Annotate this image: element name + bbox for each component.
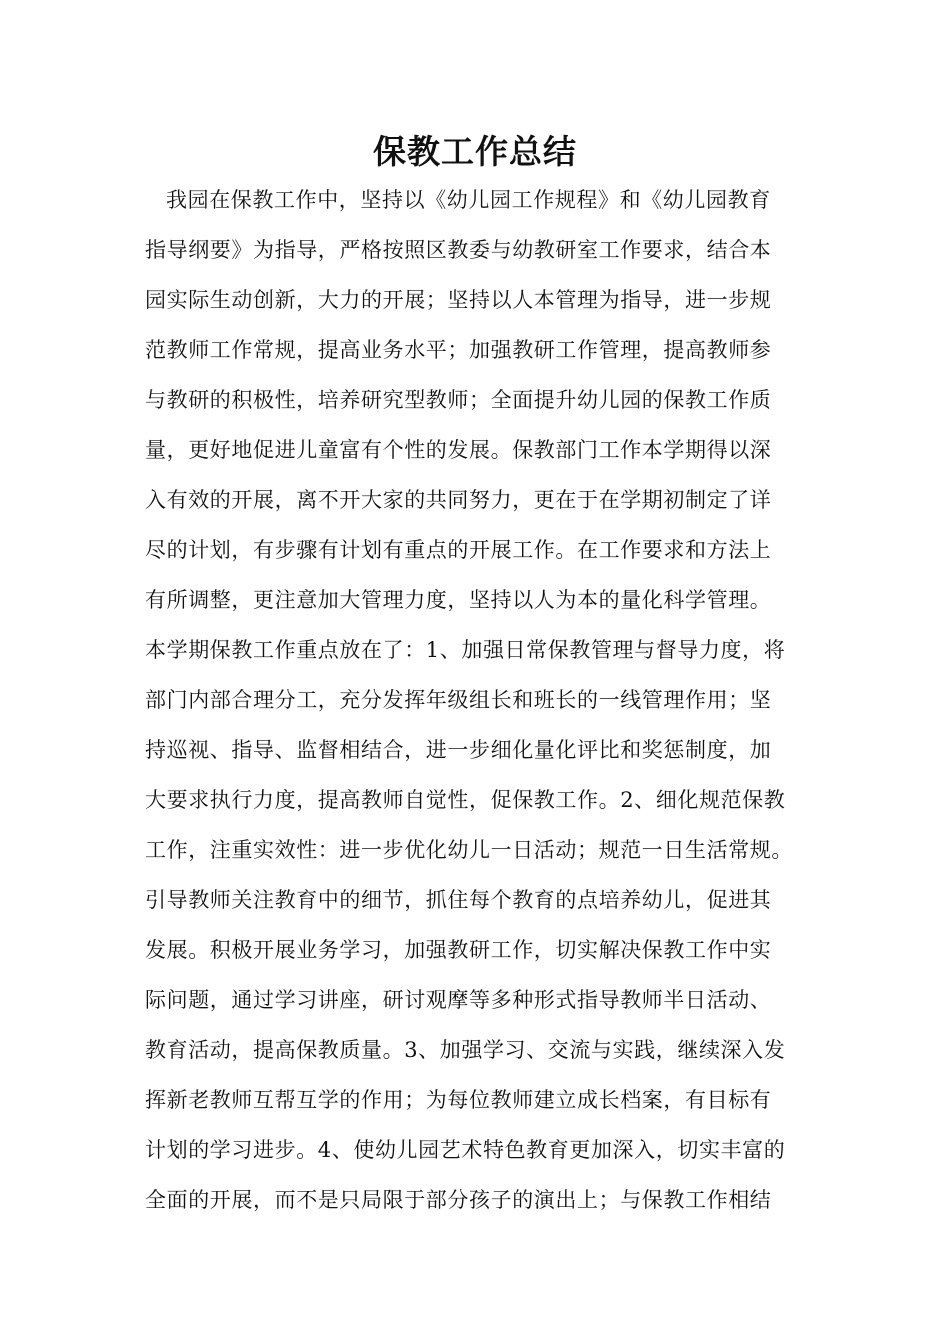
body-line: 工作，注重实效性：进一步优化幼儿一日活动；规范一日生活常规。 xyxy=(145,838,793,862)
body-line: 指导纲要》为指导，严格按照区教委与幼教研室工作要求，结合本 xyxy=(145,238,772,262)
body-line: 本学期保教工作重点放在了：1、加强日常保教管理与督导力度，将 xyxy=(145,638,786,662)
body-line: 持巡视、指导、监督相结合，进一步细化量化评比和奖惩制度，加 xyxy=(145,738,772,762)
body-line: 引导教师关注教育中的细节，抓住每个教育的点培养幼儿，促进其 xyxy=(145,888,772,912)
body-line: 发展。积极开展业务学习，加强教研工作，切实解决保教工作中实 xyxy=(145,938,772,962)
document-title: 保教工作总结 xyxy=(373,132,577,171)
document-body xyxy=(145,175,845,1225)
body-line: 有所调整，更注意加大管理力度，坚持以人为本的量化科学管理。 xyxy=(145,588,772,612)
body-line: 尽的计划，有步骤有计划有重点的开展工作。在工作要求和方法上 xyxy=(145,538,772,562)
body-line: 园实际生动创新，大力的开展；坚持以人本管理为指导，进一步规 xyxy=(145,288,772,312)
body-line: 教育活动，提高保教质量。3、加强学习、交流与实践，继续深入发 xyxy=(145,1038,786,1062)
body-line: 部门内部合理分工，充分发挥年级组长和班长的一线管理作用；坚 xyxy=(145,688,772,712)
body-line: 与教研的积极性，培养研究型教师；全面提升幼儿园的保教工作质 xyxy=(145,388,772,412)
body-line: 际问题，通过学习讲座，研讨观摩等多种形式指导教师半日活动、 xyxy=(145,988,772,1012)
body-line: 计划的学习进步。4、使幼儿园艺术特色教育更加深入，切实丰富的 xyxy=(145,1138,786,1162)
body-line: 大要求执行力度，提高教师自觉性，促保教工作。2、细化规范保教 xyxy=(145,788,786,812)
body-line: 入有效的开展，离不开大家的共同努力，更在于在学期初制定了详 xyxy=(145,488,772,512)
body-line: 我园在保教工作中，坚持以《幼儿园工作规程》和《幼儿园教育 xyxy=(166,188,771,212)
body-line: 挥新老教师互帮互学的作用；为每位教师建立成长档案，有目标有 xyxy=(145,1088,772,1112)
body-line: 范教师工作常规，提高业务水平；加强教研工作管理，提高教师参 xyxy=(145,338,772,362)
body-line: 量，更好地促进儿童富有个性的发展。保教部门工作本学期得以深 xyxy=(145,438,772,462)
body-line: 全面的开展，而不是只局限于部分孩子的演出上；与保教工作相结 xyxy=(145,1188,772,1212)
